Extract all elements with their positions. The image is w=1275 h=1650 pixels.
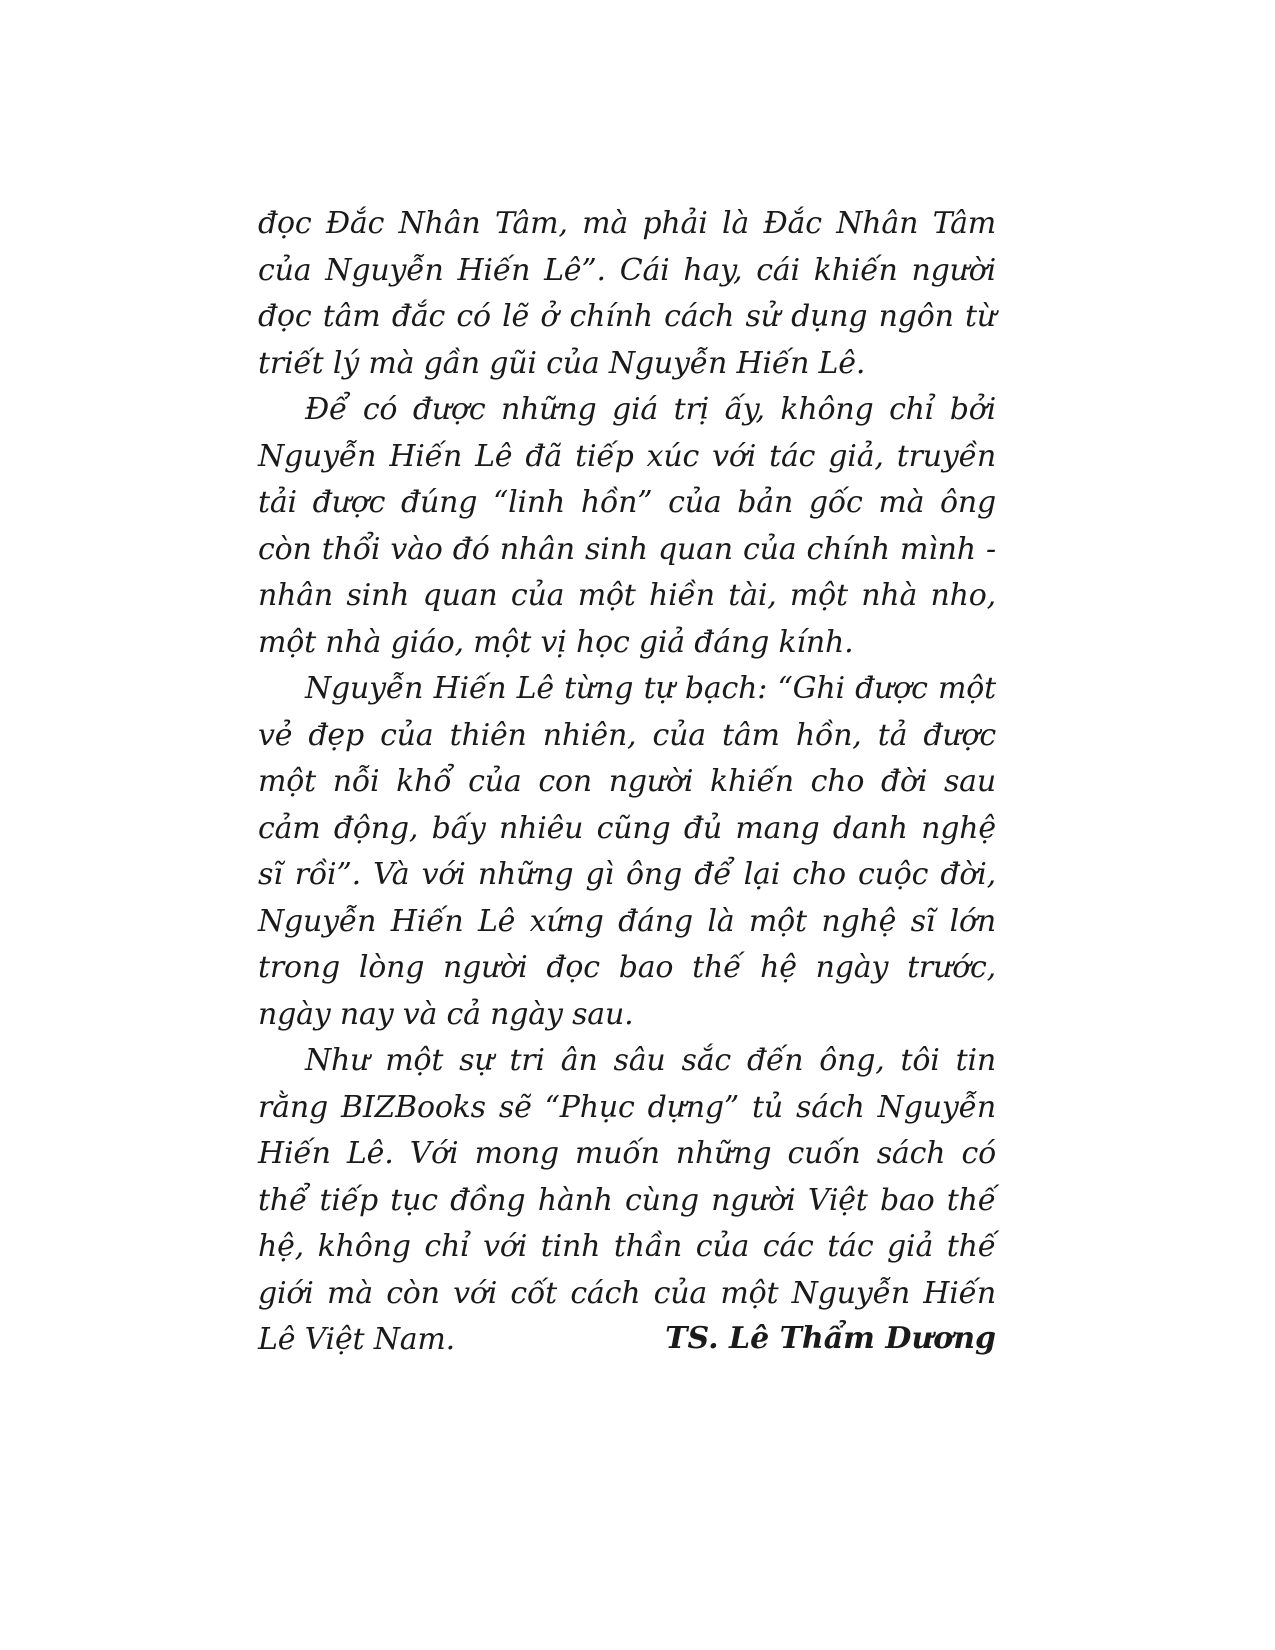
author-signature: TS. Lê Thẩm Dương [665, 1321, 996, 1356]
paragraph: Như một sự tri ân sâu sắc đến ông, tôi tin rằng BIZBooks sẽ “Phục dựng” tủ sách Nguyễn Hiến Lê. Với mong muốn những cuốn sách có thể tiếp tục đồng hành cùng người Việt bao thế hệ, không chỉ với tinh thần của các tác giả thế giới mà còn với cốt cách của một Nguyễn Hiến Lê Việt Nam. [258, 1043, 996, 1357]
body-text [258, 201, 996, 1364]
paragraph: Nguyễn Hiến Lê từng tự bạch: “Ghi được một vẻ đẹp của thiên nhiên, của tâm hồn, tả được một nỗi khổ của con người khiến cho đời sau cảm động, bấy nhiêu cũng đủ mang danh nghệ sĩ rồi”. Và với những gì ông để lại cho cuộc đời, Nguyễn Hiến Lê xứng đáng là một nghệ sĩ lớn trong lòng người đọc bao thế hệ ngày trước, ngày nay và cả ngày sau. [258, 671, 996, 1032]
paragraph: Để có được những giá trị ấy, không chỉ bởi Nguyễn Hiến Lê đã tiếp xúc với tác giả, truyền tải được đúng “linh hồn” của bản gốc mà ông còn thổi vào đó nhân sinh quan của chính mình - nhân sinh quan của một hiền tài, một nhà nho, một nhà giáo, một vị học giả đáng kính. [258, 392, 996, 660]
paragraph-continuation: đọc Đắc Nhân Tâm, mà phải là Đắc Nhân Tâm của Nguyễn Hiến Lê”. Cái hay, cái khiến người đọc tâm đắc có lẽ ở chính cách sử dụng ngôn từ triết lý mà gần gũi của Nguyễn Hiến Lê. [258, 206, 996, 381]
